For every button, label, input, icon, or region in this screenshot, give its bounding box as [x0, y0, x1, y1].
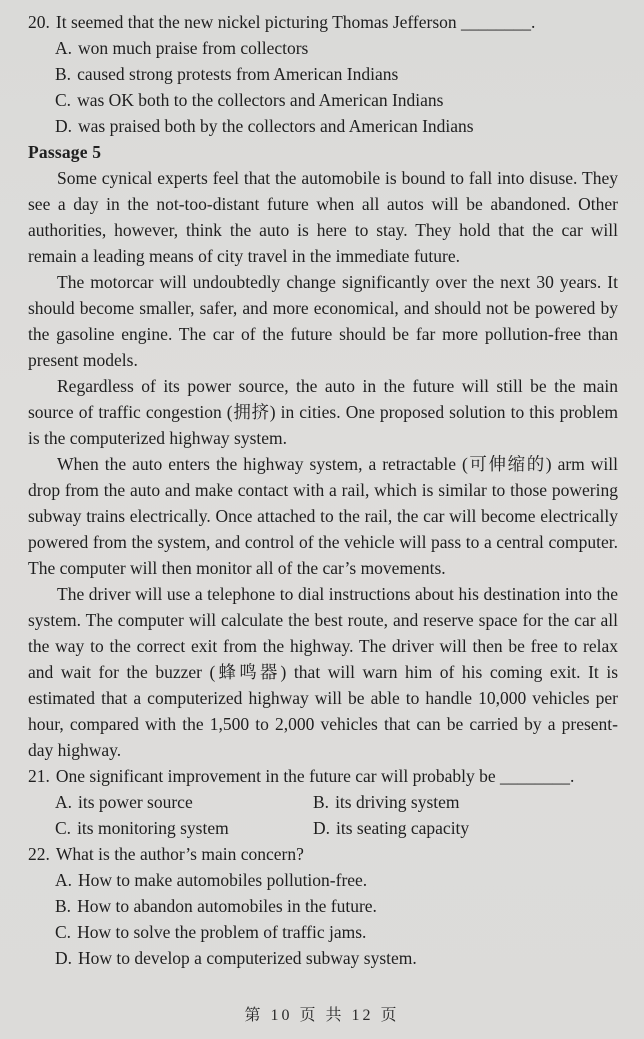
passage-paragraph-3: Regardless of its power source, the auto in the future will still be the main source of traffic congestion (拥挤) in cities. One proposed solution to this problem is the computerized highway system.: [28, 376, 618, 448]
question-22: [28, 841, 618, 971]
option-label: B.: [55, 64, 72, 84]
question-20: [28, 9, 618, 139]
option-text: was praised both by the collectors and American Indians: [78, 116, 474, 136]
option-label: B.: [313, 792, 330, 812]
passage-title: Passage 5: [28, 142, 102, 162]
question-20-text: It seemed that the new nickel picturing Thomas Jefferson ________.: [55, 12, 536, 32]
page-number-footer: 第 10 页 共 12 页: [244, 1007, 400, 1024]
option-label: C.: [55, 922, 72, 942]
passage-5: [28, 139, 618, 763]
option-label: A.: [55, 870, 73, 890]
question-21-options: [28, 789, 618, 841]
question-20-option-a: [28, 35, 618, 61]
passage-paragraph-2: The motorcar will undoubtedly change significantly over the next 30 years. It should become smaller, safer, and more economical, and should not be powered by the gasoline engine. The car of the future should be far more pollution-free than present models.: [28, 272, 618, 370]
option-text: won much praise from collectors: [78, 38, 309, 58]
option-text: was OK both to the collectors and American Indians: [77, 90, 444, 110]
passage-paragraph-4: When the auto enters the highway system, a retractable (可伸缩的) arm will drop from the auto and make contact with a rail, which is similar to those powering subway trains electrically. Once attached to the rail, the car will become electrically powered from the system, and control of the vehicle will pass to a central computer. The computer will then monitor all of the car’s movements.: [28, 454, 618, 578]
question-21-option-b: [313, 789, 618, 815]
question-20-option-d: [28, 113, 618, 139]
option-label: D.: [313, 818, 331, 838]
question-21-stem: [28, 763, 618, 789]
option-label: B.: [55, 896, 72, 916]
option-text: How to develop a computerized subway system.: [78, 948, 417, 968]
question-21-option-d: [313, 815, 618, 841]
option-text: How to make automobiles pollution-free.: [78, 870, 368, 890]
question-22-text: What is the author’s main concern?: [55, 844, 304, 864]
question-22-option-b: [28, 893, 618, 919]
option-label: C.: [55, 90, 72, 110]
option-label: D.: [55, 948, 73, 968]
option-text: caused strong protests from American Indians: [77, 64, 399, 84]
question-20-stem: [28, 9, 618, 35]
option-text: its power source: [78, 792, 193, 812]
question-22-option-d: [28, 945, 618, 971]
option-label: C.: [55, 818, 72, 838]
passage-paragraph-5: The driver will use a telephone to dial instructions about his destination into the system. The computer will calculate the best route, and reserve space for the car all the way to the correct exit from the highway. The driver will then be free to relax and wait for the buzzer (蜂鸣器) that will warn him of his coming exit. It is estimated that a computerized highway will be able to handle 10,000 vehicles per hour, compared with the 1,500 to 2,000 vehicles that can be carried by a present-day highway.: [28, 584, 618, 760]
question-21-option-a: [55, 789, 313, 815]
option-text: How to abandon automobiles in the future.: [77, 896, 377, 916]
question-22-stem: [28, 841, 618, 867]
passage-paragraph-1: Some cynical experts feel that the automobile is bound to fall into disuse. They see a day in the not-too-distant future when all autos will be abandoned. Other authorities, however, think the auto is here to stay. They hold that the car will remain a leading means of city travel in the immediate future.: [28, 168, 618, 266]
question-21: [28, 763, 618, 841]
question-22-option-a: [28, 867, 618, 893]
option-label: A.: [55, 38, 73, 58]
question-22-option-c: [28, 919, 618, 945]
question-20-option-c: [28, 87, 618, 113]
option-text: How to solve the problem of traffic jams.: [77, 922, 367, 942]
question-20-number: 20.: [28, 12, 50, 32]
question-21-text: One significant improvement in the future car will probably be ________.: [55, 766, 575, 786]
question-21-number: 21.: [28, 766, 50, 786]
question-22-number: 22.: [28, 844, 50, 864]
option-text: its monitoring system: [77, 818, 229, 838]
option-label: A.: [55, 792, 73, 812]
option-label: D.: [55, 116, 73, 136]
question-21-option-c: [55, 815, 313, 841]
question-20-option-b: [28, 61, 618, 87]
option-text: its driving system: [335, 792, 460, 812]
option-text: its seating capacity: [336, 818, 470, 838]
